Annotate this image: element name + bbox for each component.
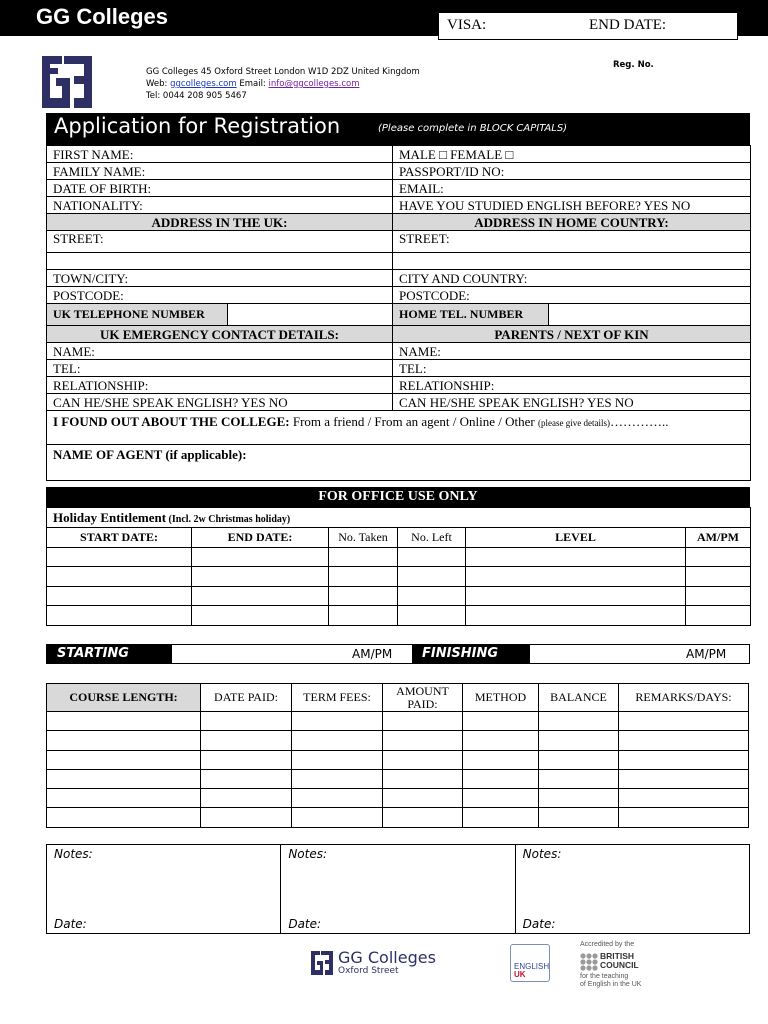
- holiday-entitlement-table: [46, 507, 751, 626]
- uk-street-line2[interactable]: [47, 253, 393, 270]
- finishing-ampm: AM/PM: [686, 647, 727, 661]
- notes-label: Notes:: [54, 847, 93, 861]
- notes-box-1[interactable]: [47, 845, 281, 933]
- office-use-header: FOR OFFICE USE ONLY: [46, 487, 750, 507]
- col-remarks: REMARKS/DAYS:: [619, 684, 749, 712]
- tel-line: Tel: 0044 208 905 5467: [146, 91, 247, 101]
- table-row: [47, 586, 751, 606]
- parents-header: PARENTS / NEXT OF KIN: [393, 326, 751, 343]
- web-email-line: [146, 78, 420, 90]
- date-label: Date:: [54, 917, 87, 931]
- notes-box-3[interactable]: [516, 845, 749, 933]
- parent-name-field[interactable]: NAME:: [393, 343, 751, 360]
- home-street-field[interactable]: STREET:: [393, 231, 751, 253]
- address-home-header: ADDRESS IN HOME COUNTRY:: [393, 214, 751, 231]
- found-college-dots: …………..: [609, 414, 669, 429]
- web-link[interactable]: ggcolleges.com: [170, 79, 237, 89]
- notes-label: Notes:: [522, 847, 562, 861]
- emergency-tel-field[interactable]: TEL:: [47, 360, 393, 377]
- for-line2: of English in the UK: [580, 981, 642, 988]
- first-name-field[interactable]: FIRST NAME:: [47, 146, 393, 163]
- visa-end-date-box[interactable]: [438, 12, 738, 40]
- finishing-level-label: FINISHING LEVEL: [412, 645, 530, 663]
- gg-mark-icon: [310, 950, 334, 976]
- visa-label: VISA:: [447, 17, 487, 33]
- uk-tel-input[interactable]: [228, 304, 393, 326]
- emergency-relationship-field[interactable]: RELATIONSHIP:: [47, 377, 393, 394]
- passport-field[interactable]: PASSPORT/ID NO:: [393, 163, 751, 180]
- col-start-date: START DATE:: [47, 528, 192, 548]
- footer-brand-name: GG Colleges: [338, 948, 436, 967]
- address-uk-header: ADDRESS IN THE UK:: [47, 214, 393, 231]
- table-row: [47, 769, 749, 788]
- email-field[interactable]: EMAIL:: [393, 180, 751, 197]
- starting-ampm: AM/PM: [352, 647, 393, 661]
- agent-name-field[interactable]: NAME OF AGENT (if applicable):: [47, 445, 751, 481]
- home-postcode-field[interactable]: POSTCODE:: [393, 287, 751, 304]
- uk-tel-label: UK TELEPHONE NUMBER: [47, 304, 228, 326]
- email-label: Email:: [236, 79, 269, 89]
- col-ampm: AM/PM: [686, 528, 751, 548]
- uk-street-field[interactable]: STREET:: [47, 231, 393, 253]
- col-method: METHOD: [463, 684, 539, 712]
- col-level: LEVEL: [466, 528, 686, 548]
- home-tel-label: HOME TEL. NUMBER: [393, 304, 549, 326]
- page-title: Application for Registration: [54, 114, 341, 138]
- accredited-text: Accredited by the: [580, 941, 635, 948]
- table-row: [47, 808, 749, 827]
- email-link[interactable]: info@ggcolleges.com: [268, 79, 360, 89]
- emergency-speak-english-field[interactable]: CAN HE/SHE SPEAK ENGLISH? YES NO: [47, 394, 393, 411]
- family-name-field[interactable]: FAMILY NAME:: [47, 163, 393, 180]
- holiday-note: (Incl. 2w Christmas holiday): [166, 513, 291, 525]
- gender-field[interactable]: MALE □ FEMALE □: [393, 146, 751, 163]
- table-row: [47, 789, 749, 808]
- col-amount-paid: AMOUNT PAID:: [383, 684, 463, 712]
- found-college-options: From a friend / From an agent / Online / Other: [289, 414, 538, 429]
- table-row: [47, 547, 751, 567]
- town-field[interactable]: TOWN/CITY:: [47, 270, 393, 287]
- level-row: [46, 644, 750, 679]
- uk-postcode-field[interactable]: POSTCODE:: [47, 287, 393, 304]
- english-uk-text-uk: UK: [514, 970, 526, 979]
- registration-form-table: [46, 145, 751, 481]
- col-no-taken: No. Taken: [329, 528, 398, 548]
- studied-english-field[interactable]: HAVE YOU STUDIED ENGLISH BEFORE? YES NO: [393, 197, 751, 214]
- col-balance: BALANCE: [539, 684, 619, 712]
- col-end-date: END DATE:: [192, 528, 329, 548]
- teaching-text: [580, 973, 641, 989]
- notes-label: Notes:: [288, 847, 328, 861]
- dob-field[interactable]: DATE OF BIRTH:: [47, 180, 393, 197]
- table-row: [47, 712, 749, 731]
- table-row: [47, 606, 751, 626]
- parent-speak-english-field[interactable]: CAN HE/SHE SPEAK ENGLISH? YES NO: [393, 394, 751, 411]
- parent-tel-field[interactable]: TEL:: [393, 360, 751, 377]
- home-street-line2[interactable]: [393, 253, 751, 270]
- table-row: [47, 750, 749, 769]
- holiday-title-row: [47, 508, 751, 528]
- footer-gg-logo: [310, 948, 460, 980]
- date-label: Date:: [522, 917, 556, 931]
- brand-title: GG Colleges: [36, 4, 169, 29]
- british-council-dots-icon: [580, 953, 598, 971]
- course-payment-table: [46, 683, 749, 828]
- col-course-length: COURSE LENGTH:: [47, 684, 201, 712]
- table-row: [47, 567, 751, 587]
- gg-colleges-logo-icon: [40, 54, 94, 110]
- nationality-field[interactable]: NATIONALITY:: [47, 197, 393, 214]
- notes-section: [46, 844, 750, 934]
- table-row: [47, 731, 749, 750]
- english-uk-text-english: ENGLISH: [514, 962, 550, 971]
- web-label: Web:: [146, 79, 171, 89]
- date-label: Date:: [288, 917, 322, 931]
- holiday-title: Holiday Entitlement: [53, 509, 167, 525]
- address-line: GG Colleges 45 Oxford Street London W1D 2DZ United Kingdom: [146, 67, 420, 77]
- col-no-left: No. Left: [398, 528, 466, 548]
- reg-no-label: Reg. No.: [613, 60, 654, 70]
- british-council-logo: [580, 941, 670, 989]
- found-college-details-note: (please give details): [537, 418, 610, 428]
- contact-details: [146, 66, 420, 102]
- application-title-bar: [46, 113, 750, 145]
- found-college-label: I FOUND OUT ABOUT THE COLLEGE:: [53, 414, 290, 429]
- parent-relationship-field[interactable]: RELATIONSHIP:: [393, 377, 751, 394]
- bc-line2: COUNCIL: [600, 960, 639, 970]
- bc-line1: BRITISH: [600, 951, 634, 961]
- col-term-fees: TERM FEES:: [292, 684, 383, 712]
- home-tel-input[interactable]: [549, 304, 751, 326]
- british-council-name: [600, 952, 639, 970]
- end-date-label: END DATE:: [589, 17, 667, 33]
- emergency-name-field[interactable]: NAME:: [47, 343, 393, 360]
- for-line1: for the teaching: [580, 973, 629, 980]
- title-note: (Please complete in BLOCK CAPITALS): [378, 123, 568, 134]
- english-uk-logo: [510, 944, 550, 982]
- starting-level-label: STARTING LEVEL: [47, 645, 172, 663]
- uk-emergency-header: UK EMERGENCY CONTACT DETAILS:: [47, 326, 393, 343]
- city-country-field[interactable]: CITY AND COUNTRY:: [393, 270, 751, 287]
- footer-brand-sub: Oxford Street: [338, 966, 399, 976]
- col-date-paid: DATE PAID:: [201, 684, 292, 712]
- found-college-field[interactable]: [47, 411, 751, 445]
- notes-box-2[interactable]: [281, 845, 515, 933]
